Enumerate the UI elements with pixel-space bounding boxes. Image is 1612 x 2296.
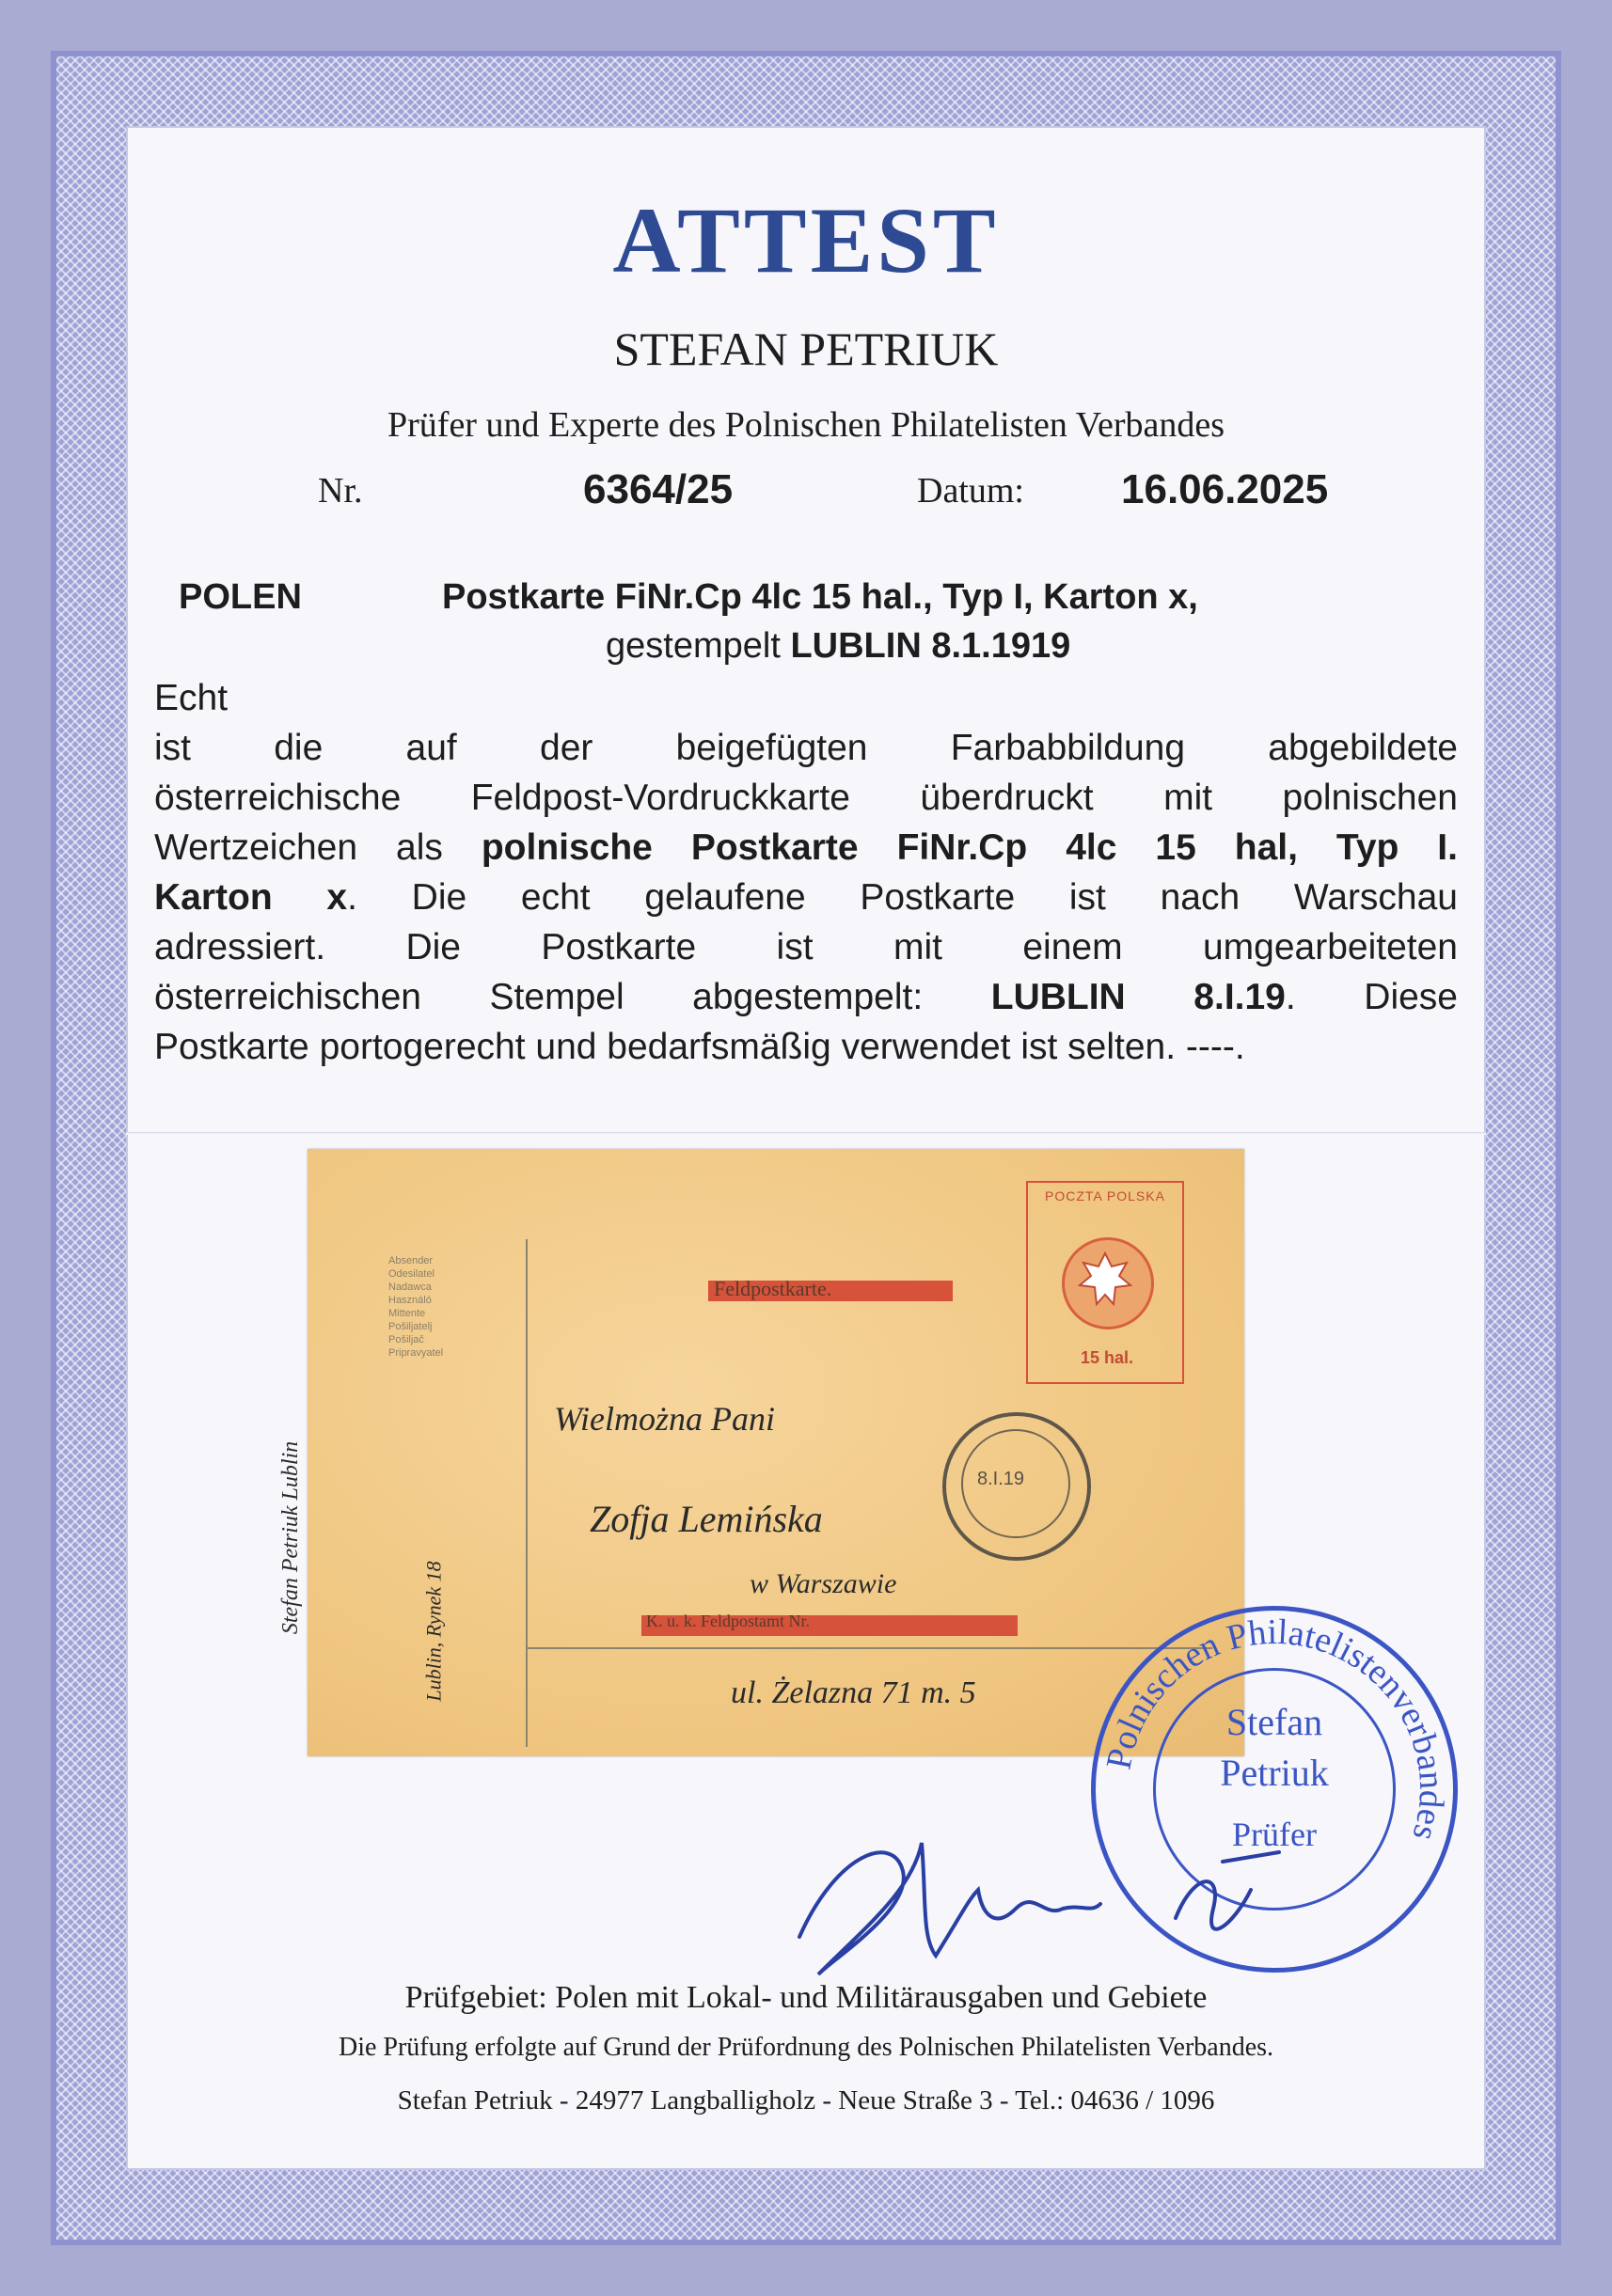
postcard-feldpostamt-text: K. u. k. Feldpostamt Nr.: [646, 1612, 810, 1630]
address-line-4: ul. Żelazna 71 m. 5: [731, 1675, 976, 1710]
body-text-bold: polnische Postkarte FiNr.Cp 4lc 15 hal, Typ I.: [481, 827, 1458, 868]
body-text-plain: . Die echt gelaufene Postkarte ist nach Warschau: [347, 877, 1458, 918]
eagle-icon: [1062, 1237, 1154, 1329]
body-text-bold: Karton x: [154, 877, 348, 918]
postcard-header-text: Feldpostkarte.: [714, 1277, 832, 1300]
seal-name-last: Petriuk: [1220, 1752, 1329, 1794]
item-heading-line1: Postkarte FiNr.Cp 4lc 15 hal., Typ I, Karton x,: [442, 577, 1198, 617]
certificate-number: 6364/25: [583, 466, 734, 512]
number-label: Nr.: [318, 471, 363, 511]
body-line: [154, 972, 1458, 1022]
certificate-title: ATTEST: [612, 188, 1000, 292]
body-text-plain: Wertzeichen als: [154, 827, 482, 868]
body-line: Echt: [154, 678, 229, 718]
examiner-signature: [781, 1815, 1307, 1984]
body-line: Postkarte portogerecht und bedarfsmäßig verwendet ist selten. ----.: [154, 1027, 1245, 1067]
date-label: Datum:: [917, 471, 1024, 511]
address-line-2: Zofja Lemińska: [590, 1498, 823, 1540]
postmark-date: 8.I.19: [977, 1469, 1025, 1489]
body-line: ist die auf der beigefügten Farbabbildung abgebildete: [154, 728, 1458, 768]
footer-scope: Prüfgebiet: Polen mit Lokal- und Militärausgaben und Gebiete: [404, 1980, 1208, 2015]
sender-handwriting-1: Stefan Petriuk Lublin: [278, 1440, 304, 1635]
body-text-plain: . Diese: [1285, 977, 1458, 1017]
heading-line2-plain: gestempelt: [606, 626, 791, 666]
certificate-body: [154, 673, 1458, 1072]
postcard-divider-vertical: [526, 1239, 528, 1747]
certificate-date: 16.06.2025: [1121, 466, 1329, 512]
item-heading-line2: [606, 626, 1070, 667]
examiner-role: Prüfer und Experte des Polnischen Philatelisten Verbandes: [387, 405, 1225, 445]
body-line: österreichische Feldpost-Vordruckkarte überdruckt mit polnischen: [154, 778, 1458, 818]
fold-line: [126, 1132, 1486, 1135]
stamp-imprint: [1026, 1181, 1184, 1384]
examiner-name: STEFAN PETRIUK: [613, 322, 999, 375]
address-line-1: Wielmożna Pani: [554, 1400, 775, 1438]
seal-name-first: Stefan: [1225, 1701, 1323, 1743]
postcard-sender-labels: Absender Odesilatel Nadawca Használó Mittente Pošiljatelj Pošiljač Pripravyatel: [388, 1255, 444, 1359]
address-line-3: w Warszawie: [750, 1568, 897, 1599]
body-text-bold: LUBLIN 8.I.19: [990, 977, 1286, 1017]
heading-line2-bold: LUBLIN 8.1.1919: [790, 626, 1071, 666]
stamp-value: 15 hal.: [1081, 1348, 1134, 1367]
footer-regulation: Die Prüfung erfolgte auf Grund der Prüfordnung des Polnischen Philatelisten Verbandes.: [338, 2033, 1274, 2062]
svg-text:Polnischen Philatelistenverban: Polnischen Philatelistenverbandes: [1098, 1612, 1452, 1846]
body-line: [154, 873, 1458, 922]
body-text-plain: österreichischen Stempel abgestempelt:: [154, 977, 991, 1017]
seal-title: Prüfer: [1232, 1816, 1317, 1853]
body-line: adressiert. Die Postkarte ist mit einem umgearbeiteten: [154, 927, 1458, 967]
footer-address: Stefan Petriuk - 24977 Langballigholz - Neue Straße 3 - Tel.: 04636 / 1096: [397, 2085, 1215, 2115]
stamp-country: POCZTA POLSKA: [1045, 1188, 1165, 1203]
sender-handwriting-2: Lublin, Rynek 18: [421, 1561, 446, 1702]
body-line: [154, 823, 1458, 873]
country: POLEN: [179, 577, 302, 617]
